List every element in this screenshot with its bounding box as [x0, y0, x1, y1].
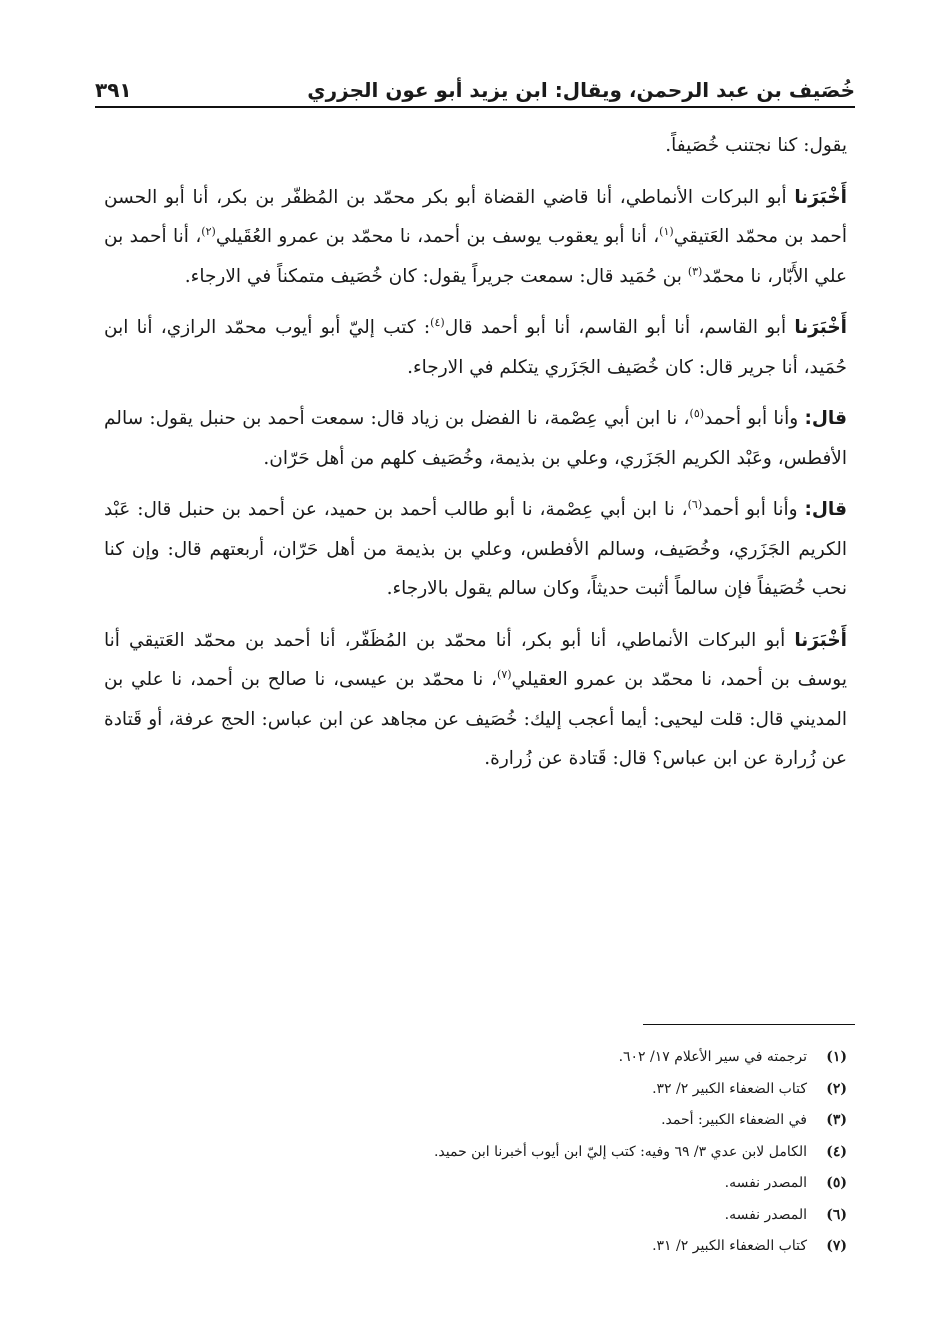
footnote-number: (٣)	[826, 1112, 847, 1128]
running-title: خُصَيف بن عبد الرحمن، ويقال: ابن يزيد أبو عون الجزري	[307, 78, 855, 102]
footnote-item	[150, 1105, 847, 1137]
footnote-separator	[643, 1024, 855, 1025]
footnote-number: (١)	[826, 1049, 847, 1065]
footnote-text: المصدر نفسه.	[724, 1175, 807, 1191]
footnote-text: الكامل لابن عدي ٣/ ٦٩ وفيه: كتب إليّ ابن أيوب أخبرنا ابن حميد.	[433, 1143, 807, 1160]
footnote-text: في الضعفاء الكبير: أحمد.	[661, 1112, 807, 1128]
footnotes-list	[150, 1042, 847, 1263]
paragraph-text: أبو القاسم، أنا أبو القاسم، أنا أبو أحمد قال	[444, 317, 795, 338]
paragraph-lead: أَخْبَرَنا	[794, 317, 847, 338]
paragraph-text: ، نا محمّد بن عيسى، نا صالح بن أحمد، نا علي بن المديني قال: قلت ليحيى: أيما أعجب إليك: خُصَيف عن مجاهد عن ابن عباس: الحج عرفة، أو قَتادة عن زُرارة عن ابن عباس؟ قال: قَتادة عن زُرارة.	[104, 669, 847, 769]
footnote-item	[150, 1231, 847, 1263]
footnote-text: كتاب الضعفاء الكبير ٢/ ٣٢.	[652, 1080, 807, 1097]
paragraph-text: ، نا ابن أبي عِصْمة، نا أبو طالب أحمد بن حميد، عن أحمد بن حنبل قال: عَبْد الكريم الجَزَري، وخُصَيف، وسالم الأفطس، وعلي بن بذيمة من أهل حَرّان، أربعتهم قال: وإن كنا نحب خُصَيفاً فإن سالماً أثبت حديثاً، وكان سالم يقول بالارجاء.	[104, 499, 847, 599]
footnote-ref: (٣)	[687, 264, 703, 278]
paragraph	[104, 490, 847, 609]
footnote-item	[150, 1074, 847, 1106]
footnote-text: المصدر نفسه.	[724, 1206, 807, 1223]
footnote-ref: (٦)	[687, 497, 703, 511]
header-rule	[95, 106, 855, 108]
paragraph-lead: قال:	[804, 499, 847, 520]
paragraph-text: ، أنا أحمد بن علي الأَبّار، نا محمّد	[104, 226, 847, 287]
footnote-text: ترجمته في سير الأعلام ١٧/ ٦٠٢.	[618, 1049, 807, 1065]
footnote-text: كتاب الضعفاء الكبير ٢/ ٣١.	[652, 1238, 807, 1254]
paragraph-text: ، أنا أبو يعقوب يوسف بن أحمد، نا محمّد بن عمرو العُقَيلي	[215, 226, 660, 247]
paragraph	[104, 178, 847, 297]
paragraph-text: أبو البركات الأنماطي، أنا أبو بكر، أنا محمّد بن المُظَفّر، أنا أحمد بن محمّد العَتيقي أنا يوسف بن أحمد، نا محمّد بن عمرو العقيلي	[104, 629, 848, 690]
paragraph-text: يقول: كنا نجتنب خُصَيفاً.	[665, 135, 847, 156]
main-text	[104, 126, 847, 791]
paragraph-text: : كتب إليّ أبو أيوب محمّد الرازي، أنا ابن حُمَيد، أنا جرير قال: كان خُصَيف الجَزَري يتكلم في الارجاء.	[104, 317, 847, 378]
footnote-number: (٤)	[826, 1143, 847, 1160]
footnote-ref: (٢)	[201, 224, 216, 238]
footnote-ref: (٤)	[430, 315, 445, 329]
paragraph-text: وأنا أبو أحمد	[702, 499, 805, 520]
footnote-item	[150, 1042, 847, 1074]
paragraph-lead: قال:	[804, 408, 847, 429]
paragraph-text: بن حُمَيد قال: سمعت جريراً يقول: كان خُصَيف متمكناً في الارجاء.	[184, 265, 688, 287]
paragraph-text: ، نا ابن أبي عِصْمة، نا الفضل بن زياد قال: سمعت أحمد بن حنبل يقول: سالم الأفطس، وعَبْد الكريم الجَزَري، وعلي بن بذيمة، وخُصَيف كلهم من أهل حَرّان.	[104, 408, 847, 469]
page-number: ٣٩١	[95, 78, 132, 102]
paragraph	[104, 399, 847, 478]
paragraph-text: وأنا أبو أحمد	[704, 408, 805, 429]
running-header	[95, 66, 855, 102]
paragraph-text: أبو البركات الأنماطي، أنا قاضي القضاة أبو بكر محمّد بن المُظفّر بن بكر، أنا أبو الحسن أحمد بن محمّد العَتيقي	[104, 186, 847, 247]
paragraph	[104, 126, 847, 166]
footnote-number: (٢)	[826, 1080, 847, 1097]
footnote-number: (٧)	[826, 1238, 847, 1254]
footnote-ref: (٧)	[497, 667, 512, 681]
footnote-number: (٦)	[826, 1206, 847, 1223]
footnote-item	[150, 1200, 847, 1232]
footnote-number: (٥)	[826, 1175, 847, 1191]
footnote-ref: (١)	[659, 224, 674, 238]
paragraph	[104, 621, 847, 779]
footnote-item	[150, 1168, 847, 1200]
paragraph-lead: أَخْبَرَنا	[794, 629, 847, 651]
footnote-item	[150, 1137, 847, 1169]
paragraph-lead: أَخْبَرَنا	[794, 186, 847, 208]
paragraph	[104, 308, 847, 387]
footnote-ref: (٥)	[689, 406, 705, 420]
